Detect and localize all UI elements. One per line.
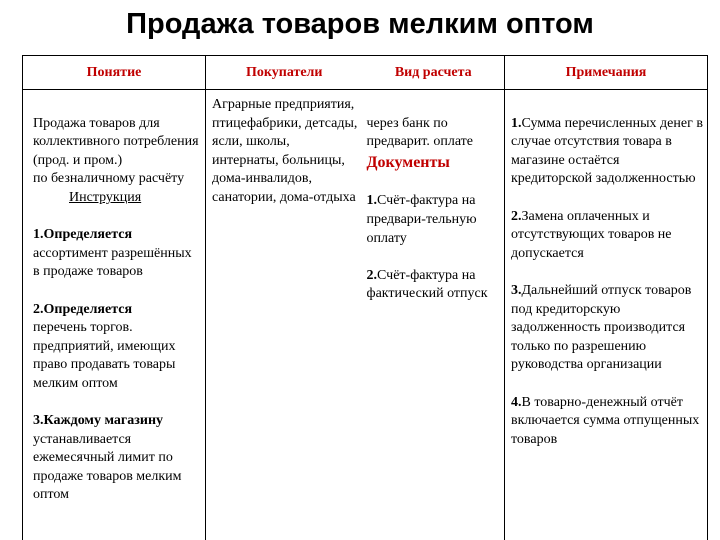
header-notes: Примечания [505,56,708,90]
cell-concept [23,90,206,540]
table-row [23,90,708,540]
concept-item: 2.Определяется перечень торгов. предприятий, имеющих право продавать товары мелким оптом [33,301,176,391]
note-item: 2.Замена оплаченных и отсутствующих товаров не допускается [511,208,672,261]
documents-label: Документы [366,153,450,171]
cell-notes [505,90,708,540]
concept-intro: Продажа товаров для коллективного потребления (прод. и пром.) по безналичному расчёту [33,115,199,187]
page-title: Продажа товаров мелким оптом [126,8,594,40]
note-item: 4.В товарно-денежный отчёт включается сумма отпущенных товаров [511,394,700,447]
cell-buyers [206,90,363,540]
document-item: 1.Счёт-фактура на предвари-тельную оплату [366,193,477,246]
note-item: 1.Сумма перечисленных денег в случае отсутствия товара в магазине остаётся кредиторской задолженностью [511,115,703,187]
sales-table [22,55,708,540]
payment-text: через банк по предварит. оплате [366,115,474,150]
header-buyers: Покупатели [206,56,363,90]
table-header-row [23,56,708,90]
document-item: 2.Счёт-фактура на фактический отпуск [366,267,488,302]
instruction-label: Инструкция [69,189,142,205]
buyers-text: Аграрные предприятия, птицефабрики, детсады, ясли, школы, интернаты, больницы, дома-инвалидов, санатории, дома-отдыха [212,97,358,205]
concept-item: 1.Определяется ассортимент разрешённых в продаже товаров [33,227,192,280]
header-concept: Понятие [23,56,206,90]
cell-payment [363,90,505,540]
header-payment: Вид расчета [363,56,505,90]
note-item: 3.Дальнейший отпуск товаров под кредиторскую задолженность производится только по разрешению руководства организации [511,282,692,373]
concept-item: 3.Каждому магазину устанавливается ежемесячный лимит по продаже товаров мелким оптом [33,413,182,503]
